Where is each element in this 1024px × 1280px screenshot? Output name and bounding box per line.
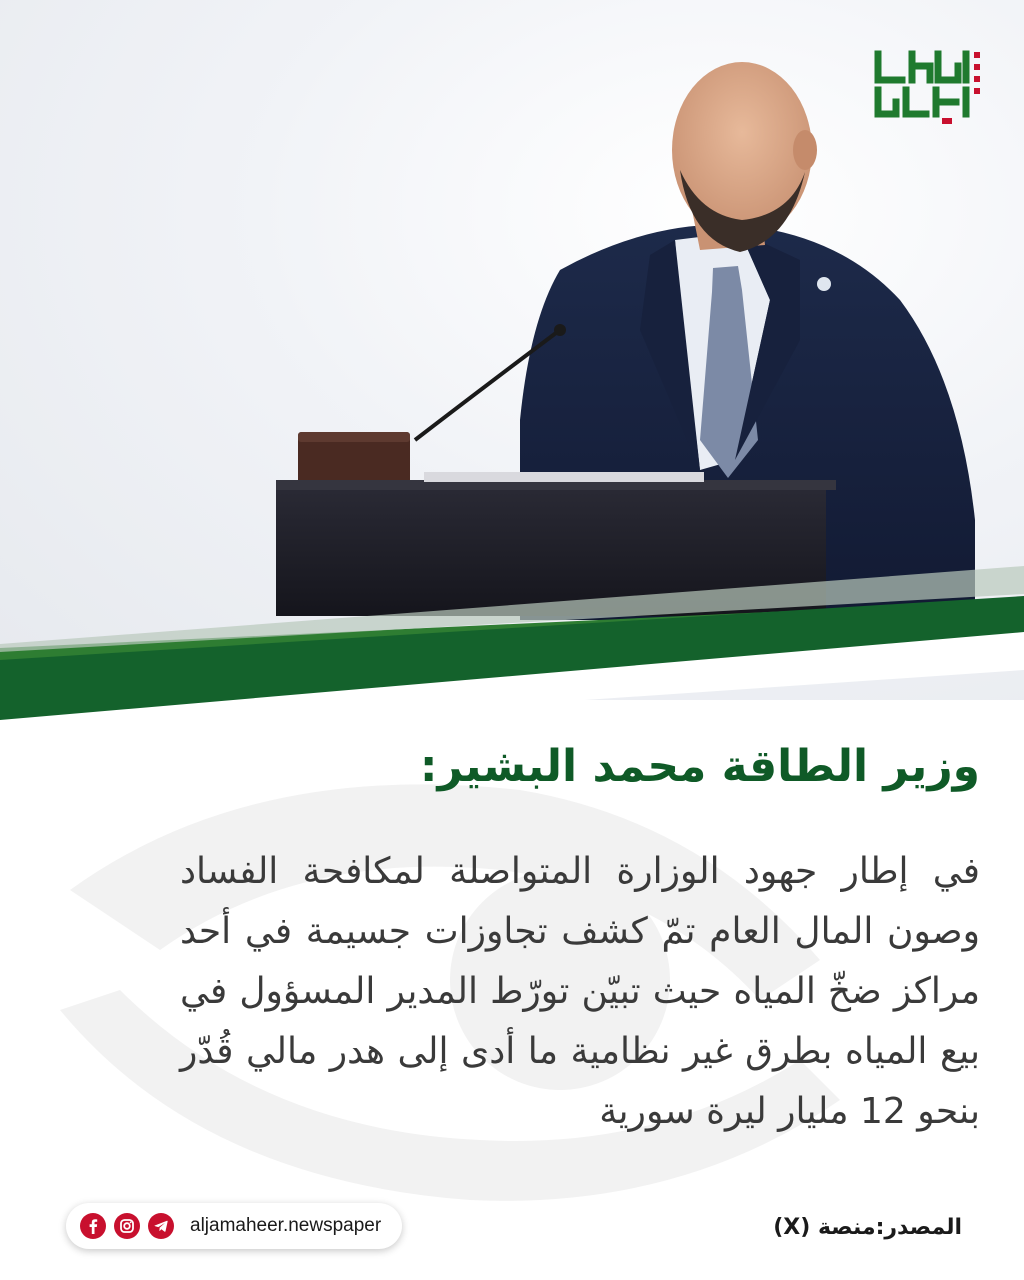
social-handle[interactable]: aljamaheer.newspaper bbox=[190, 1215, 382, 1236]
social-links bbox=[66, 1203, 402, 1249]
logo-icon bbox=[872, 44, 982, 124]
headline: وزير الطاقة محمد البشير: bbox=[419, 741, 980, 792]
newspaper-logo bbox=[872, 44, 982, 124]
source-label: المصدر: bbox=[875, 1214, 962, 1240]
facebook-icon[interactable] bbox=[80, 1213, 106, 1239]
source-credit bbox=[773, 1208, 962, 1246]
instagram-icon[interactable] bbox=[114, 1213, 140, 1239]
telegram-icon[interactable] bbox=[148, 1213, 174, 1239]
source-value: منصة (X) bbox=[773, 1214, 876, 1240]
article-body: في إطار جهود الوزارة المتواصلة لمكافحة الفساد وصون المال العام تمّ كشف تجاوزات جسيمة في أحد مراكز ضخّ المياه حيث تبيّن تورّط المدير المسؤول في بيع المياه بطرق غير نظامية ما أدى إلى هدر مالي قُدّر بنحو 12 مليار ليرة سورية bbox=[180, 851, 980, 1132]
